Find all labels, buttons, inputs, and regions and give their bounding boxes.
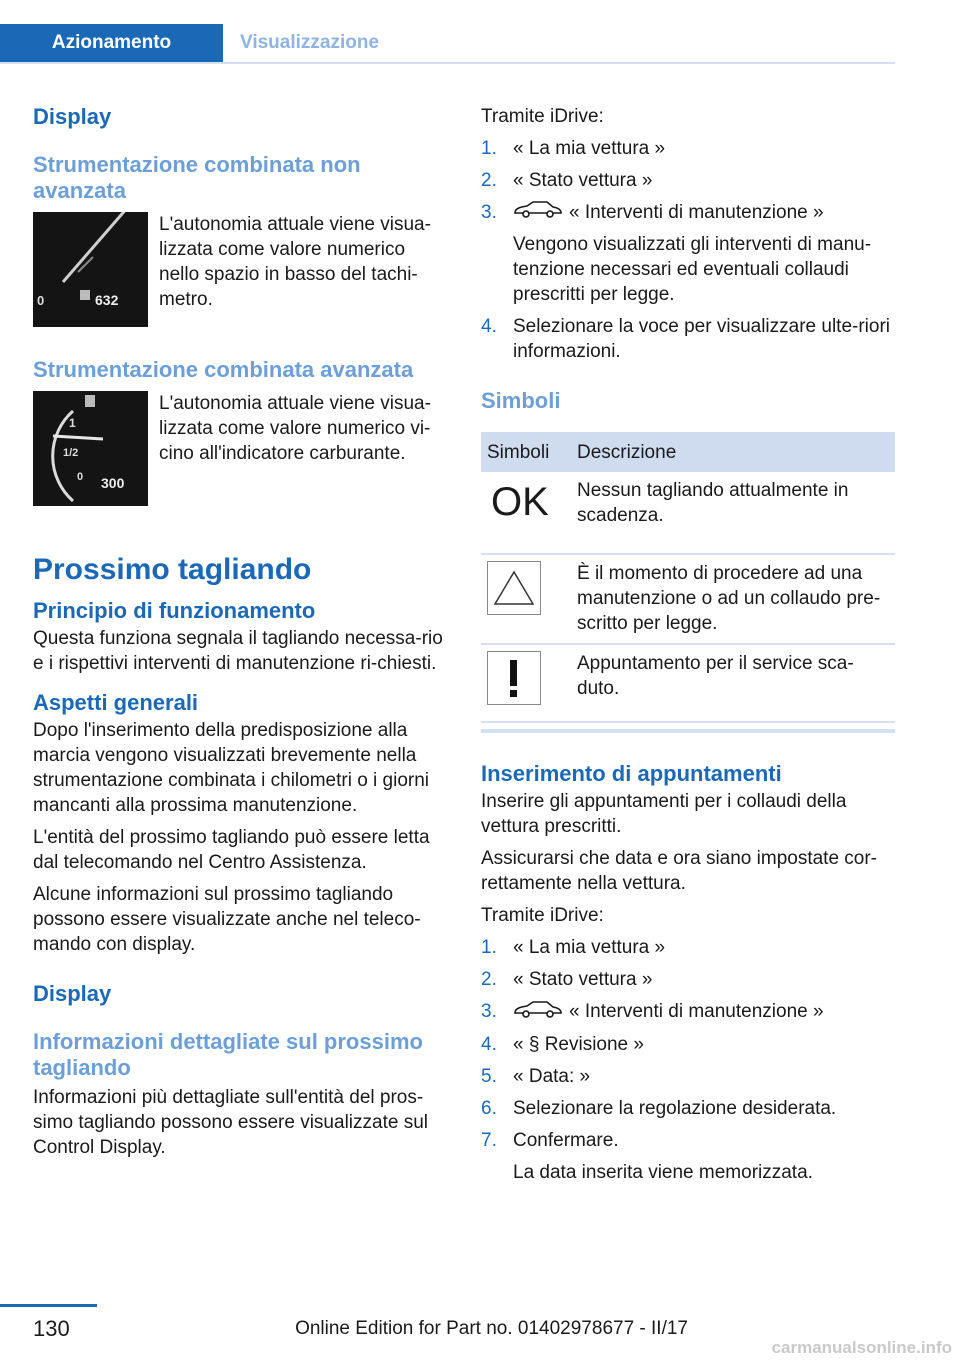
row-description: È il momento di procedere ad una manutenzione o ad un collaudo pre-scritto per legge.: [571, 554, 895, 644]
table-header-symbol: Simboli: [481, 432, 571, 472]
list-item: 2. « Stato vettura »: [481, 969, 653, 991]
sec2-heading: Strumentazione combinata avanzata: [33, 357, 414, 382]
exclamation-icon: [487, 651, 541, 705]
tab-azionamento[interactable]: Azionamento: [0, 24, 223, 62]
fig2-range: 300: [101, 475, 125, 491]
header-tabbar: [0, 24, 895, 64]
watermark: carmanualsonline.info: [771, 1338, 952, 1357]
row-description: Appuntamento per il service sca-duto.: [571, 644, 895, 722]
sec2-text: L'autonomia attuale viene visua-lizzata come valore numerico vi-cino all'indicatore carburante.: [159, 393, 431, 464]
symbols-table: [481, 432, 895, 723]
idrive-label-2: Tramite iDrive:: [481, 905, 604, 927]
list-item: 1. « La mia vettura »: [481, 937, 666, 959]
appuntamenti-heading: Inserimento di appuntamenti: [481, 761, 782, 787]
fig2-one: 1: [69, 416, 76, 430]
display-heading: Display: [33, 104, 112, 129]
list-item: 5. « Data: »: [481, 1065, 591, 1087]
main-heading: Prossimo tagliando: [33, 553, 312, 586]
sec1-heading: Strumentazione combinata non avanzata: [33, 152, 361, 203]
list-item: 2. « Stato vettura »: [481, 170, 653, 191]
fig1-zero: 0: [37, 293, 45, 308]
steps-list-1: [481, 136, 895, 364]
display2-heading: Display: [33, 981, 112, 1006]
appuntamenti-para-1: Inserire gli appuntamenti per i collaudi della vettura prescritti.: [481, 791, 847, 838]
warning-triangle-icon: [487, 561, 541, 615]
fig2-half: 1/2: [63, 447, 79, 459]
row-description: Nessun tagliando attualmente in scadenza.: [571, 472, 895, 554]
car-service-icon: [513, 1000, 563, 1025]
page-number: 130: [33, 1316, 70, 1341]
simboli-heading: Simboli: [481, 388, 561, 414]
appuntamenti-para-2: Assicurarsi che data e ora siano impostate cor-rettamente nella vettura.: [481, 848, 878, 895]
left-column: [33, 100, 445, 1160]
steps-list-2: [481, 935, 895, 1184]
table-row: [481, 472, 895, 554]
idrive-label: Tramite iDrive:: [481, 106, 604, 127]
aspetti-heading: Aspetti generali: [33, 690, 199, 715]
principio-heading: Principio di funzionamento: [33, 598, 316, 623]
principio-text: Questa funziona segnala il tagliando necessa-rio e i rispettivi interventi di manutenzione ri-chiesti.: [33, 628, 443, 674]
right-column: [481, 100, 895, 1185]
list2-item7-sub: La data inserita viene memorizzata.: [513, 1161, 813, 1183]
car-service-icon: [513, 200, 563, 225]
footer-rule: [0, 1304, 97, 1307]
fig1-range: 632: [95, 292, 119, 308]
edition-label: Online Edition for Part no. 01402978677 - II/17: [295, 1318, 688, 1339]
aspetti-para-1: Dopo l'inserimento della predisposizione alla marcia vengono visualizzati brevemente nella strumentazione combinata i chilometri o i giorni mancanti alla prossima manutenzione.: [33, 720, 430, 816]
list-item: 4. Selezionare la voce per visualizzare ulte-riori informazioni.: [481, 316, 891, 363]
list-item: 3. « Interventi di manutenzione » Vengono visualizzati gli interventi di manu-tenzione necessari ed eventuali collaudi prescritti per legge.: [481, 200, 895, 307]
ok-icon: OK: [491, 480, 549, 525]
table-bottom-rule: [481, 729, 895, 733]
sec1-text: L'autonomia attuale viene visua-lizzata come valore numerico nello spazio in basso del tachi-metro.: [159, 214, 431, 310]
aspetti-para-3: Alcune informazioni sul prossimo tagliando possono essere visualizzate anche nel teleco-mando con display.: [33, 884, 421, 955]
table-row: [481, 644, 895, 722]
list-item: 1. « La mia vettura »: [481, 138, 666, 159]
info-text: Informazioni più dettagliate sull'entità del pros-simo tagliando possono essere visualizzate sul Control Display.: [33, 1087, 428, 1158]
tab-visualizzazione[interactable]: Visualizzazione: [240, 32, 380, 53]
table-header-description: Descrizione: [571, 432, 895, 472]
aspetti-para-2: L'entità del prossimo tagliando può essere letta dal telecomando nel Centro Assistenza.: [33, 827, 430, 873]
table-row: [481, 554, 895, 644]
list-item: 4. « § Revisione »: [481, 1033, 644, 1055]
list-item: 6. Selezionare la regolazione desiderata.: [481, 1097, 837, 1119]
instrument-cluster-image: [33, 212, 148, 327]
list1-item3-sub: Vengono visualizzati gli interventi di manu-tenzione necessari ed eventuali collaudi prescritti per legge.: [513, 234, 872, 306]
fuel-gauge-image: [33, 391, 148, 506]
list-item: 7. Confermare. La data inserita viene memorizzata.: [481, 1129, 813, 1183]
info-heading: Informazioni dettagliate sul prossimo tagliando: [33, 1029, 423, 1080]
list-item: 3. « Interventi di manutenzione »: [481, 999, 895, 1024]
fig2-zero: 0: [77, 471, 84, 483]
